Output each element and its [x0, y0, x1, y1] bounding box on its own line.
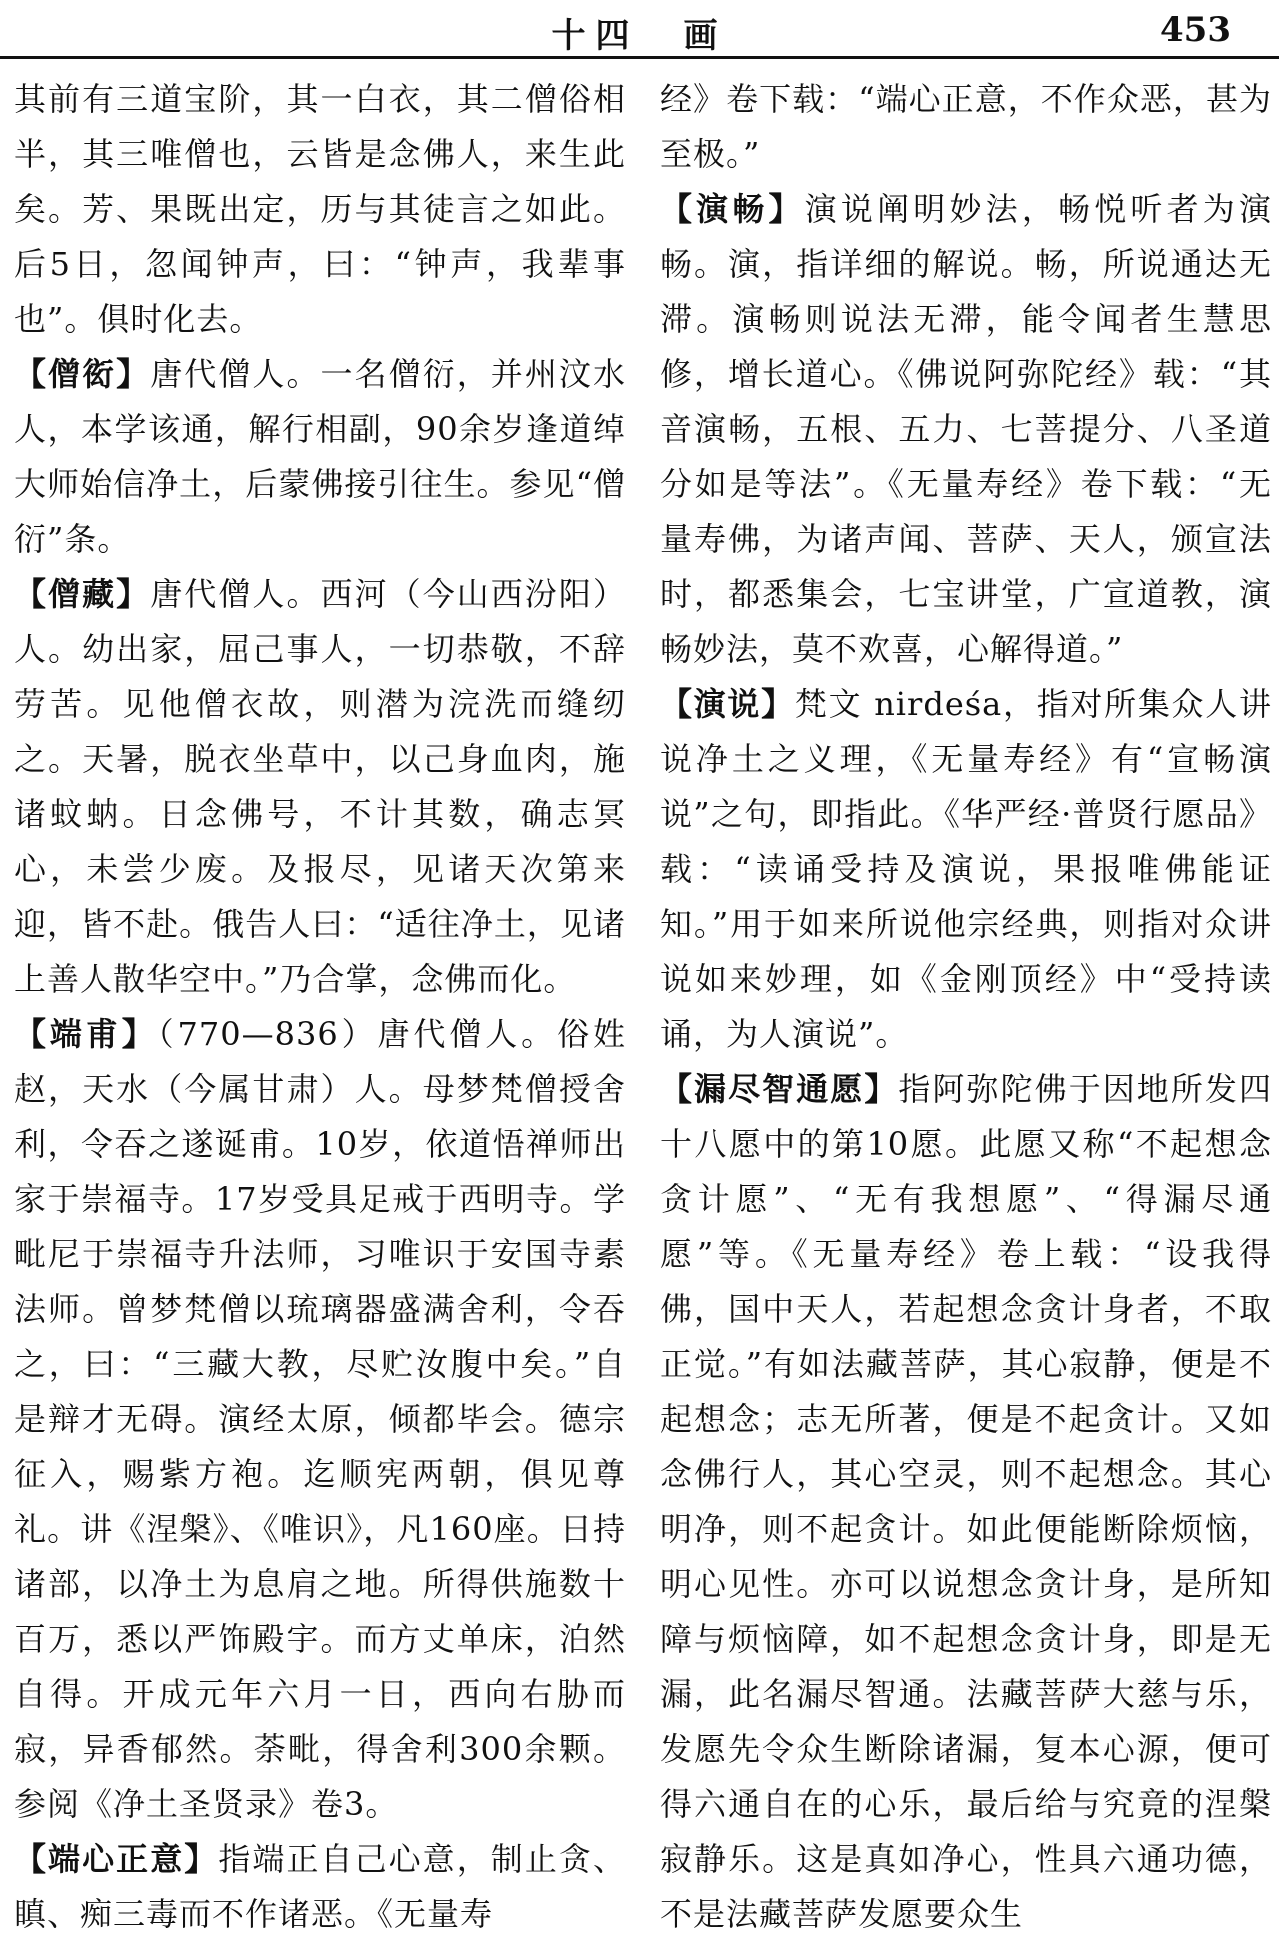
- entry: [660, 182, 1272, 677]
- entry-text: 梵文 nirdeśa，指对所集众人讲说净土之义理，《无量寿经》有“宣畅演说”之句，即指此。《华严经·普贤行愿品》载：“读诵受持及演说，果报唯佛能证知。”用于如来所说他宗经典，则指对众讲说如来妙理，如《金刚顶经》中“受持读诵，为人演说”。: [660, 685, 1272, 1053]
- entry-text: 指端正自己心意，制止贪、瞋、痴三毒而不作诸恶。《无量寿: [14, 1840, 626, 1932]
- entry-text: （770—836）唐代僧人。俗姓赵，天水（今属甘肃）人。母梦梵僧授舍利，令吞之遂诞甫。10岁，依道悟禅师出家于崇福寺。17岁受具足戒于西明寺。学毗尼于崇福寺升法师，习唯识于安国寺素法师。曾梦梵僧以琉璃器盛满舍利，令吞之，曰：“三藏大教，尽贮汝腹中矣。”自是辩才无碍。演经太原，倾都毕会。德宗征入，赐紫方袍。迄顺宪两朝，俱见尊礼。讲《涅槃》、《唯识》，凡160座。日持诸部，以净土为息肩之地。所得供施数十百万，悉以严饰殿宇。而方丈单床，泊然自得。开成元年六月一日，西向右胁而寂，异香郁然。荼毗，得舍利300余颗。参阅《净土圣贤录》卷3。: [14, 1015, 626, 1823]
- page-number: 453: [1160, 10, 1231, 50]
- entry: [660, 72, 1272, 182]
- entry: [14, 1007, 626, 1832]
- entry-headword: 【僧藏】: [14, 575, 151, 613]
- entry: [660, 677, 1272, 1062]
- entry-headword: 【端心正意】: [14, 1840, 219, 1878]
- entry-headword: 【演畅】: [660, 190, 805, 228]
- entry-text: 指阿弥陀佛于因地所发四十八愿中的第10愿。此愿又称“不起想念贪计愿”、“无有我想愿”、“得漏尽通愿”等。《无量寿经》卷上载：“设我得佛，国中天人，若起想念贪计身者，不取正觉。”有如法藏菩萨，其心寂静，便是不起想念；志无所著，便是不起贪计。又如念佛行人，其心空灵，则不起想念。其心明净，则不起贪计。如此便能断除烦恼，明心见性。亦可以说想念贪计身，是所知障与烦恼障，如不起想念贪计身，即是无漏，此名漏尽智通。法藏菩萨大慈与乐，发愿先令众生断除诸漏，复本心源，便可得六通自在的心乐，最后给与究竟的涅槃寂静乐。这是真如净心，性具六通功德，不是法藏菩萨发愿要众生: [660, 1070, 1272, 1932]
- entry-text: 唐代僧人。一名僧衍，并州汶水人，本学该通，解行相副，90余岁逢道绰大师始信净土，后蒙佛接引往生。参见“僧衍”条。: [14, 355, 626, 558]
- entry: [660, 1062, 1272, 1932]
- entry: [14, 72, 626, 347]
- right-column: [660, 72, 1272, 1932]
- header-rule: [0, 56, 1279, 59]
- entry-headword: 【僧衒】: [14, 355, 151, 393]
- entry-text: 其前有三道宝阶，其一白衣，其二僧俗相半，其三唯僧也，云皆是念佛人，来生此矣。芳、果既出定，历与其徒言之如此。后5日，忽闻钟声，曰：“钟声，我辈事也”。俱时化去。: [14, 80, 626, 338]
- left-column: [14, 72, 626, 1932]
- entry-text: 演说阐明妙法，畅悦听者为演畅。演，指详细的解说。畅，所说通达无滞。演畅则说法无滞，能令闻者生慧思修，增长道心。《佛说阿弥陀经》载：“其音演畅，五根、五力、七菩提分、八圣道分如是等法”。《无量寿经》卷下载：“无量寿佛，为诸声闻、菩萨、天人，颁宣法时，都悉集会，七宝讲堂，广宣道教，演畅妙法，莫不欢喜，心解得道。”: [660, 190, 1272, 668]
- entry-headword: 【漏尽智通愿】: [660, 1070, 899, 1108]
- entry: [14, 347, 626, 567]
- entry: [14, 1832, 626, 1932]
- section-title: 十四 画: [551, 16, 728, 56]
- entry-headword: 【端甫】: [14, 1015, 158, 1053]
- entry: [14, 567, 626, 1007]
- entry-text: 经》卷下载：“端心正意，不作众恶，甚为至极。”: [660, 80, 1272, 173]
- entry-headword: 【演说】: [660, 685, 795, 723]
- entry-text: 唐代僧人。西河（今山西汾阳）人。幼出家，屈己事人，一切恭敬，不辞劳苦。见他僧衣故，则潜为浣洗而缝纫之。天暑，脱衣坐草中，以己身血肉，施诸蚊蚋。日念佛号，不计其数，确志冥心，未尝少废。及报尽，见诸天次第来迎，皆不赴。俄告人曰：“适往净土，见诸上善人散华空中。”乃合掌，念佛而化。: [14, 575, 626, 998]
- page-header: [0, 0, 1279, 60]
